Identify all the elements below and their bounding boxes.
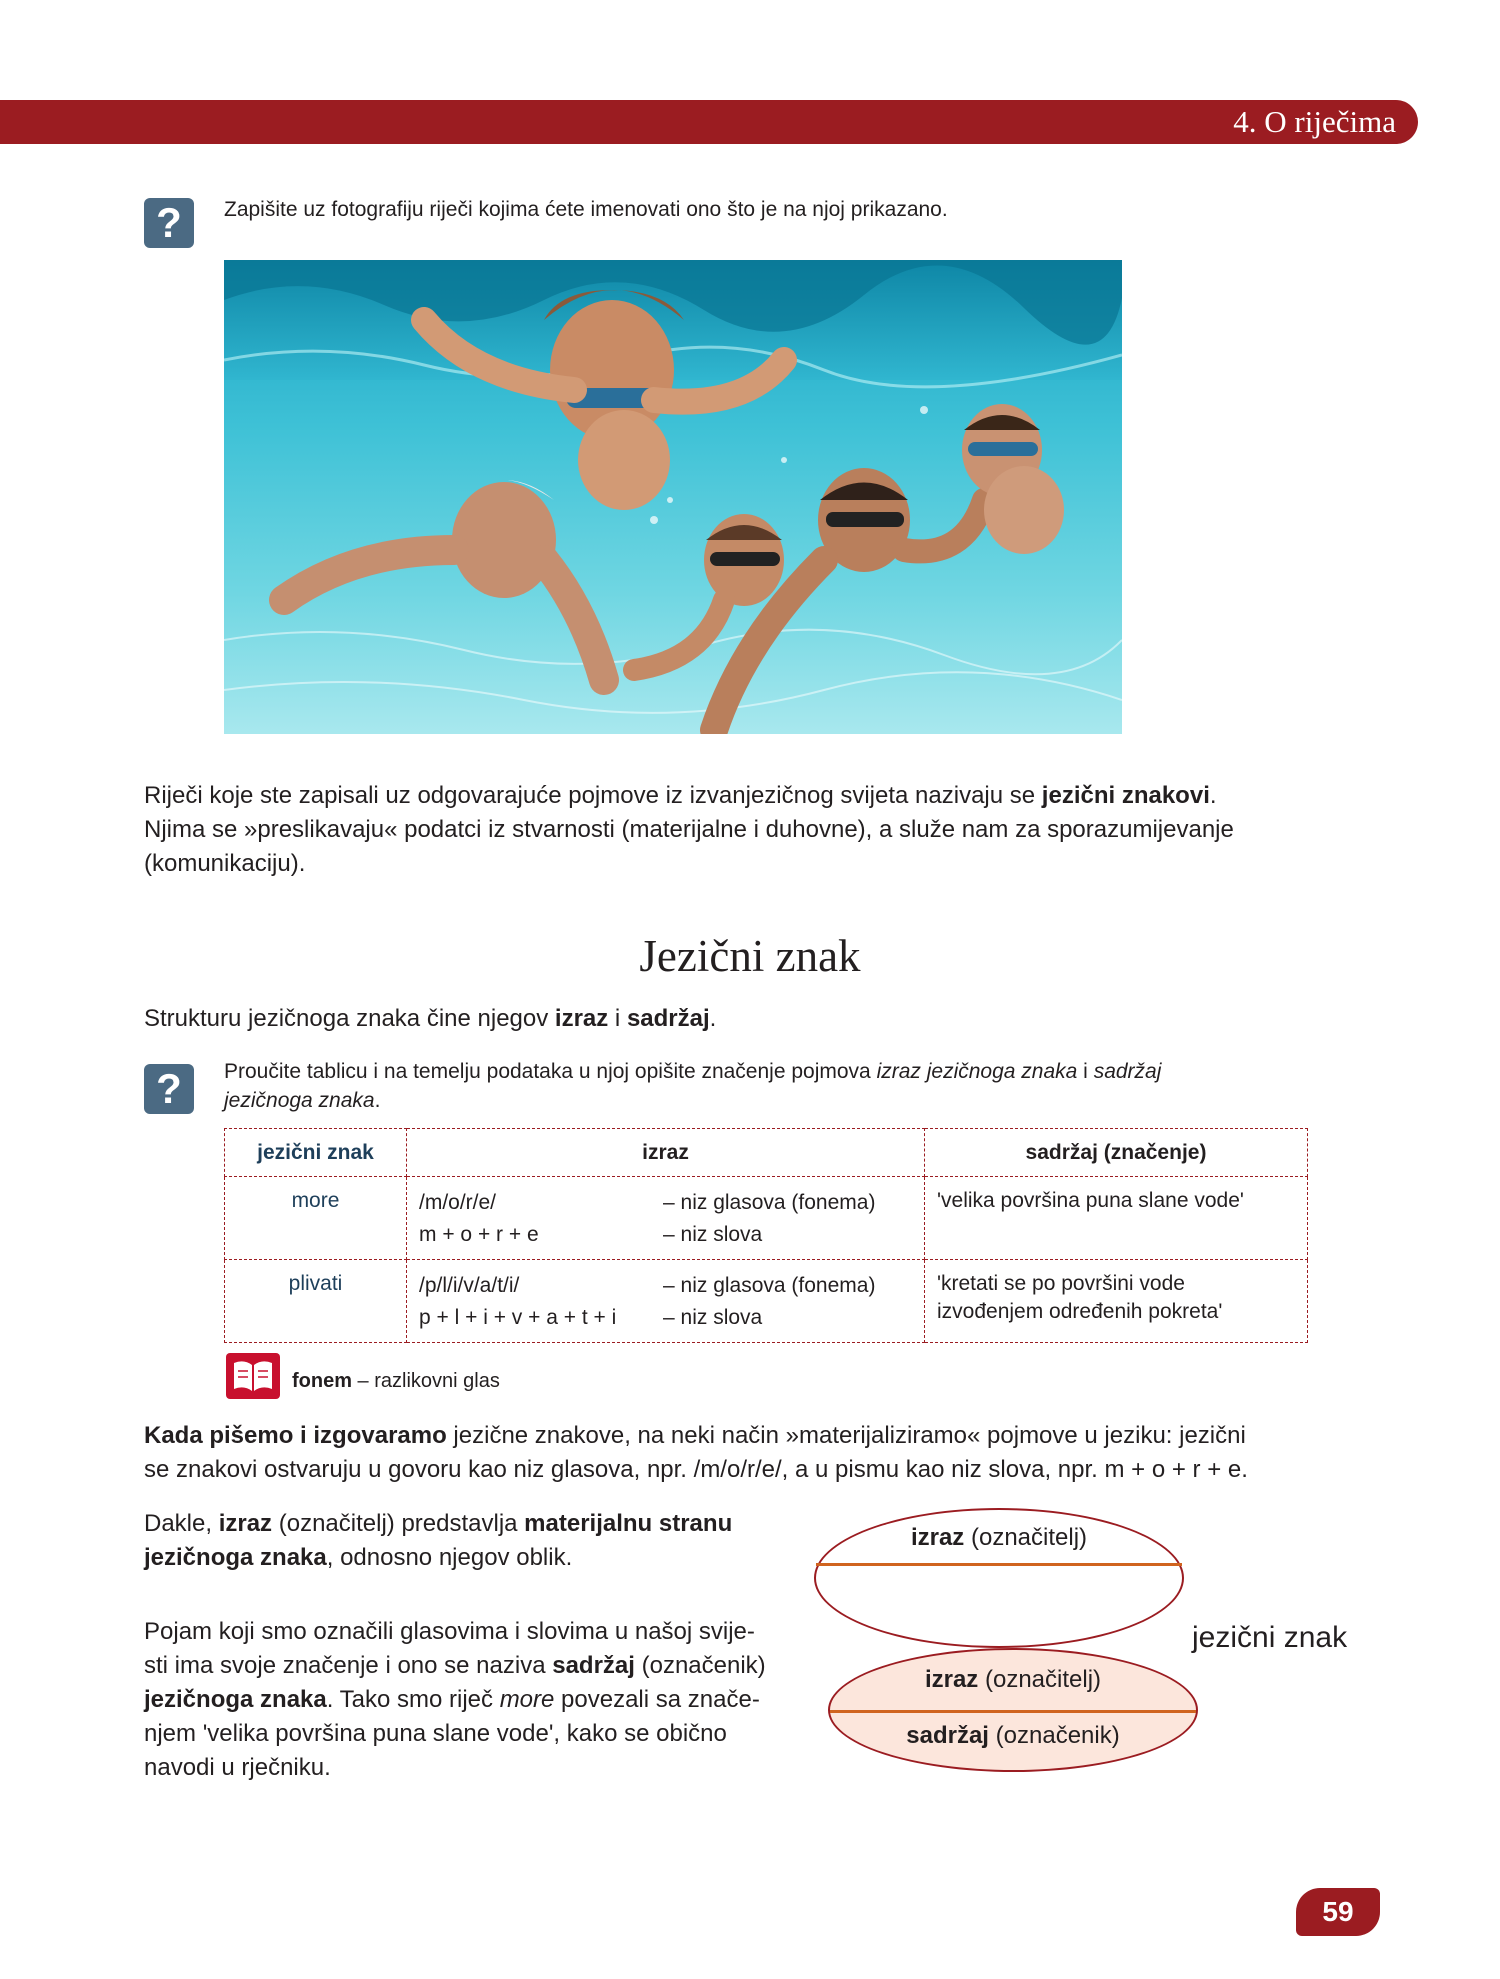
diagram-side-label: jezični znak bbox=[1192, 1621, 1348, 1654]
izraz-note: – niz glasova (fonema) bbox=[663, 1191, 876, 1214]
sign-oval bbox=[828, 1648, 1198, 1772]
chapter-header-bar bbox=[0, 100, 1418, 144]
task-instruction: Zapišite uz fotografiju riječi kojima ćete imenovati ono što je na njoj prikazano. bbox=[224, 198, 948, 221]
pojam-line-5: navodi u rječniku. bbox=[144, 1754, 331, 1781]
table-header-cell: izraz bbox=[407, 1129, 925, 1177]
izraz-form: /m/o/r/e/ bbox=[419, 1191, 497, 1214]
izraz-note: – niz slova bbox=[663, 1223, 763, 1246]
table-row bbox=[225, 1177, 1308, 1260]
swimmers-photo bbox=[224, 260, 1122, 734]
task-instruction-line-1: Proučite tablicu i na temelju podataka u njoj opišite značenje pojmova izraz jezičnoga znaka i sadržaj bbox=[224, 1060, 1162, 1083]
page-number: 59 bbox=[1296, 1888, 1380, 1936]
structure-sentence: Strukturu jezičnoga znaka čine njegov izraz i sadržaj. bbox=[144, 1005, 717, 1032]
dakle-line-2: jezičnoga znaka, odnosno njegov oblik. bbox=[144, 1544, 573, 1571]
table-cell-word: more bbox=[225, 1177, 407, 1260]
intro-line-2: Njima se »preslikavaju« podatci iz stvarnosti (materijalne i duhovne), a služe nam za sporazumijevanje bbox=[144, 816, 1234, 843]
kada-line-2: se znakovi ostvaruju u govoru kao niz glasova, npr. /m/o/r/e/, a u pismu kao niz slova, npr. m + o + r + e. bbox=[144, 1456, 1248, 1483]
izraz-form: /p/l/i/v/a/t/i/ bbox=[419, 1274, 520, 1297]
pojam-line-4: njem 'velika površina puna slane vode', kako se obično bbox=[144, 1720, 727, 1747]
intro-line-1: Riječi koje ste zapisali uz odgovarajuće pojmove iz izvanjezičnog svijeta nazivaju se jezični znakovi. bbox=[144, 782, 1217, 809]
sadrzaj-line: 'velika površina puna slane vode' bbox=[937, 1189, 1244, 1212]
sign-table bbox=[224, 1128, 1308, 1343]
sadrzaj-line: 'kretati se po površini vode bbox=[937, 1272, 1185, 1295]
izraz-note: – niz slova bbox=[663, 1306, 763, 1329]
izraz-form: m + o + r + e bbox=[419, 1223, 539, 1246]
pojam-line-3: jezičnoga znaka. Tako smo riječ more povezali sa znače- bbox=[144, 1686, 760, 1713]
table-cell-sadrzaj bbox=[925, 1260, 1308, 1343]
table-cell-izraz bbox=[407, 1177, 925, 1260]
table-cell-word: plivati bbox=[225, 1260, 407, 1343]
table-cell-izraz bbox=[407, 1260, 925, 1343]
oval-label: sadržaj (označenik) bbox=[906, 1722, 1120, 1749]
table-header-cell: jezični znak bbox=[225, 1129, 407, 1177]
oval-divider bbox=[830, 1710, 1196, 1713]
intro-line-3: (komunikaciju). bbox=[144, 850, 306, 877]
question-icon: ? bbox=[144, 1064, 194, 1114]
table-header-cell: sadržaj (značenje) bbox=[925, 1129, 1308, 1177]
pojam-line-1: Pojam koji smo označili glasovima i slovima u našoj svije- bbox=[144, 1618, 755, 1645]
izraz-note: – niz glasova (fonema) bbox=[663, 1274, 876, 1297]
oval-label: izraz (označitelj) bbox=[924, 1666, 1102, 1693]
chapter-title: 4. O riječima bbox=[1233, 104, 1396, 139]
question-icon: ? bbox=[144, 198, 194, 248]
table-row bbox=[225, 1260, 1308, 1343]
izraz-form: p + l + i + v + a + t + i bbox=[419, 1306, 617, 1329]
pojam-line-2: sti ima svoje značenje i ono se naziva sadržaj (označenik) bbox=[144, 1652, 766, 1679]
table-header-row bbox=[225, 1129, 1308, 1177]
section-title: Jezični znak bbox=[639, 931, 861, 981]
glossary-note: fonem – razlikovni glas bbox=[292, 1370, 500, 1392]
oval-label: izraz (označitelj) bbox=[910, 1524, 1088, 1551]
dakle-line-1: Dakle, izraz (označitelj) predstavlja materijalnu stranu bbox=[144, 1510, 733, 1537]
task-instruction-line-2: jezičnoga znaka. bbox=[224, 1089, 381, 1112]
oval-divider bbox=[816, 1563, 1182, 1566]
izraz-oval bbox=[814, 1508, 1184, 1648]
kada-line-1: Kada pišemo i izgovaramo jezične znakove, na neki način »materijaliziramo« pojmove u jeziku: jezični bbox=[144, 1422, 1246, 1449]
table-cell-sadrzaj bbox=[925, 1177, 1308, 1260]
sadrzaj-line: izvođenjem određenih pokreta' bbox=[937, 1300, 1223, 1323]
book-icon bbox=[226, 1353, 280, 1404]
